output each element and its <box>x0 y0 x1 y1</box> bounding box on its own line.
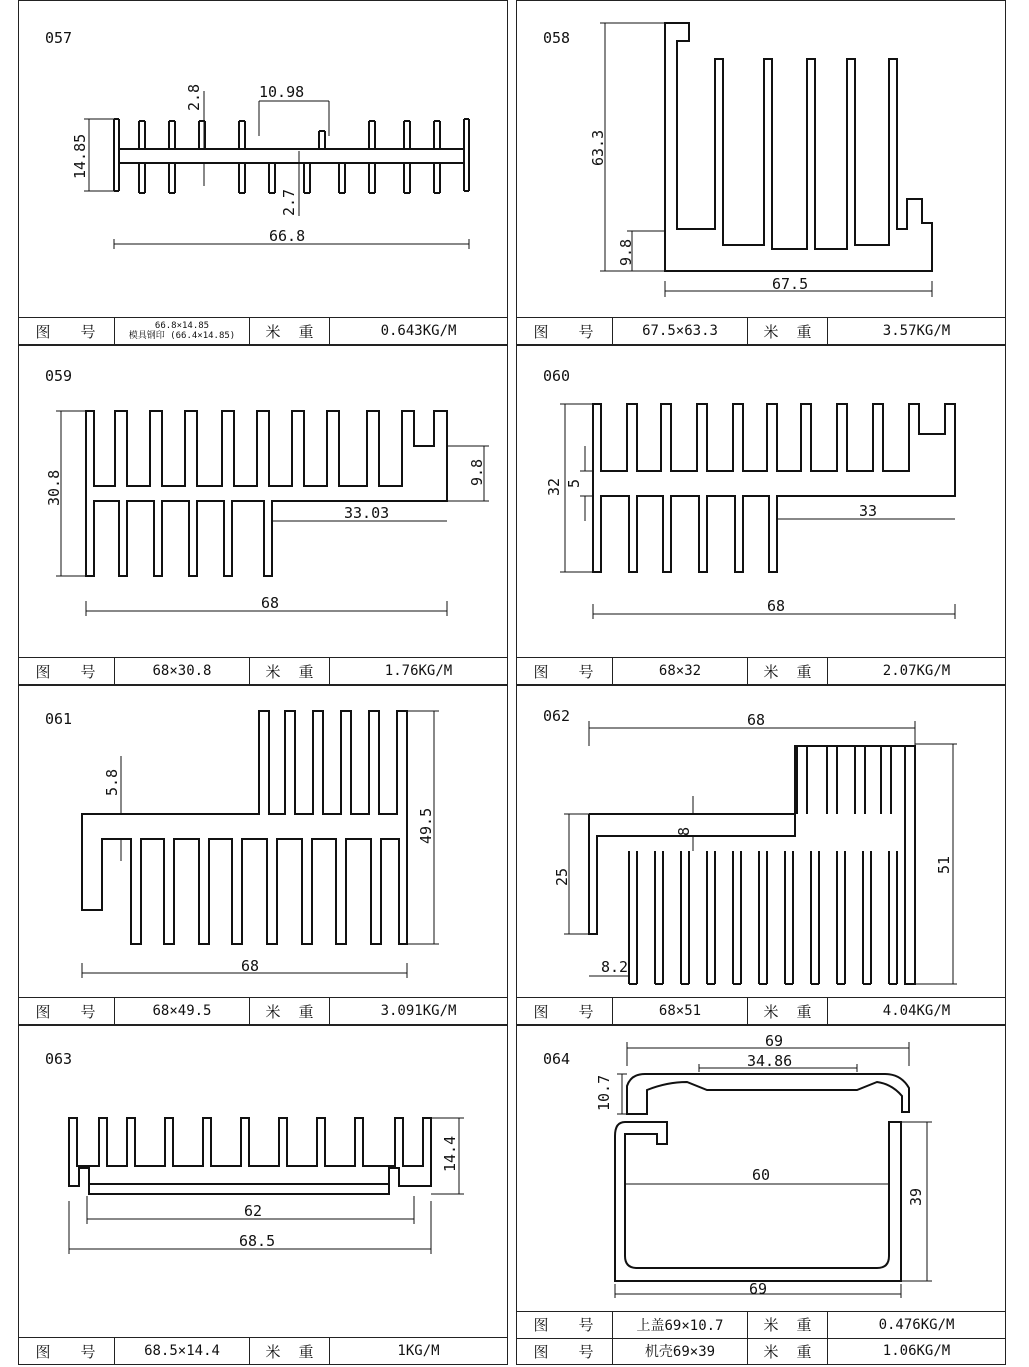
label-drawing-no: 图号 <box>19 1338 115 1364</box>
dim-base-062: 8 <box>675 826 693 836</box>
dim-height-lid-064: 10.7 <box>595 1074 613 1111</box>
label-drawing-no: 图号 <box>517 998 613 1024</box>
profile-card-063 <box>18 1025 508 1365</box>
profile-drawing-064 <box>517 1026 1007 1314</box>
dim-width-061: 68 <box>241 957 260 975</box>
profile-card-057 <box>18 0 508 345</box>
profile-drawing-059 <box>19 346 509 660</box>
profile-id-061: 061 <box>45 710 73 728</box>
dim-inner-lid-064: 34.86 <box>747 1052 793 1070</box>
info-row-lid <box>517 1312 1005 1338</box>
dim-side-059: 9.8 <box>468 458 486 486</box>
profile-drawing-061 <box>19 686 509 1000</box>
profile-drawing-063 <box>19 1026 509 1340</box>
dim-height-shell-064: 39 <box>907 1187 925 1206</box>
weight-063: 1KG/M <box>397 1343 440 1359</box>
size-shell-064: 机壳69×39 <box>613 1339 748 1365</box>
profile-id-064: 064 <box>543 1050 571 1068</box>
label-drawing-no: 图号 <box>517 318 613 344</box>
dim-offset-062: 8.2 <box>601 958 629 976</box>
info-bar-062 <box>517 997 1005 1024</box>
dim-height-060: 32 <box>545 477 563 496</box>
info-bar-058 <box>517 317 1005 344</box>
label-unit-weight: 米重 <box>748 658 828 684</box>
dim-span-060: 33 <box>859 502 878 520</box>
dim-left-062: 25 <box>553 867 571 886</box>
dim-height-059: 30.8 <box>45 469 63 506</box>
dim-lip-061: 5.8 <box>103 768 121 796</box>
profile-id-059: 059 <box>45 367 73 385</box>
profile-drawing-057 <box>19 1 509 321</box>
weight-062: 4.04KG/M <box>882 1003 951 1019</box>
profile-drawing-060 <box>517 346 1007 660</box>
label-unit-weight: 米重 <box>748 318 828 344</box>
weight-059: 1.76KG/M <box>384 663 453 679</box>
label-unit-weight: 米重 <box>748 1312 828 1338</box>
weight-lid-064: 0.476KG/M <box>878 1316 955 1333</box>
info-row-shell <box>517 1338 1005 1365</box>
size-lid-064: 上盖69×10.7 <box>613 1312 748 1338</box>
profile-drawing-062 <box>517 686 1007 1000</box>
dim-width-063: 68.5 <box>239 1232 276 1250</box>
dim-width-058: 67.5 <box>772 275 809 293</box>
size-059: 68×30.8 <box>115 658 250 684</box>
profile-card-061 <box>18 685 508 1025</box>
info-bar-057 <box>19 317 507 344</box>
dim-base-060: 5 <box>565 478 583 488</box>
label-unit-weight: 米重 <box>748 1339 828 1365</box>
weight-057: 0.643KG/M <box>380 323 457 339</box>
dim-span-059: 33.03 <box>344 504 390 522</box>
size-063: 68.5×14.4 <box>115 1338 250 1364</box>
profile-card-059 <box>18 345 508 685</box>
size-061: 68×49.5 <box>115 998 250 1024</box>
size-062: 68×51 <box>613 998 748 1024</box>
label-drawing-no: 图号 <box>19 998 115 1024</box>
dim-width-060: 68 <box>767 597 786 615</box>
dim-height-063: 14.4 <box>441 1135 459 1172</box>
profile-id-063: 063 <box>45 1050 73 1068</box>
dim-bottom-057: 2.7 <box>280 188 298 216</box>
label-drawing-no: 图号 <box>19 658 115 684</box>
label-unit-weight: 米重 <box>250 658 330 684</box>
dim-top-057: 2.8 <box>185 83 203 111</box>
size-sub-057: 模具钢印 (66.4×14.85) <box>128 331 236 341</box>
label-unit-weight: 米重 <box>250 1338 330 1364</box>
info-bar-059 <box>19 657 507 684</box>
label-unit-weight: 米重 <box>250 318 330 344</box>
dim-height-057: 14.85 <box>71 133 89 179</box>
label-drawing-no: 图号 <box>517 1339 613 1365</box>
dim-width-lid-064: 69 <box>765 1032 784 1050</box>
size-060: 68×32 <box>613 658 748 684</box>
profile-id-058: 058 <box>543 29 571 47</box>
dim-height-058: 63.3 <box>589 129 607 166</box>
profile-card-060 <box>516 345 1006 685</box>
dim-width-059: 68 <box>261 594 280 612</box>
profile-card-064 <box>516 1025 1006 1365</box>
info-bar-063 <box>19 1337 507 1364</box>
profile-id-060: 060 <box>543 367 571 385</box>
size-057 <box>115 318 250 344</box>
size-main-057: 66.8×14.85 <box>154 321 210 331</box>
info-bar-061 <box>19 997 507 1024</box>
profile-id-062: 062 <box>543 707 571 725</box>
dim-height-062: 51 <box>935 855 953 874</box>
weight-058: 3.57KG/M <box>882 323 951 339</box>
info-bar-060 <box>517 657 1005 684</box>
dim-inner-063: 62 <box>244 1202 263 1220</box>
dim-height-061: 49.5 <box>417 807 435 844</box>
dim-width-062: 68 <box>747 711 766 729</box>
label-drawing-no: 图号 <box>19 318 115 344</box>
profile-card-062 <box>516 685 1006 1025</box>
size-058: 67.5×63.3 <box>613 318 748 344</box>
profile-id-057: 057 <box>45 29 73 47</box>
weight-061: 3.091KG/M <box>380 1003 457 1019</box>
weight-shell-064: 1.06KG/M <box>882 1343 951 1360</box>
weight-060: 2.07KG/M <box>882 663 951 679</box>
label-drawing-no: 图号 <box>517 658 613 684</box>
label-unit-weight: 米重 <box>250 998 330 1024</box>
dim-pitch-057: 10.98 <box>259 83 305 101</box>
label-drawing-no: 图号 <box>517 1312 613 1338</box>
label-unit-weight: 米重 <box>748 998 828 1024</box>
profile-drawing-058 <box>517 1 1007 321</box>
dim-base-058: 9.8 <box>617 238 635 266</box>
dim-width-057: 66.8 <box>269 227 306 245</box>
dim-inner-shell-064: 60 <box>752 1166 771 1184</box>
info-bar-064 <box>517 1311 1005 1364</box>
profile-card-058 <box>516 0 1006 345</box>
dim-width-shell-064: 69 <box>749 1280 768 1298</box>
